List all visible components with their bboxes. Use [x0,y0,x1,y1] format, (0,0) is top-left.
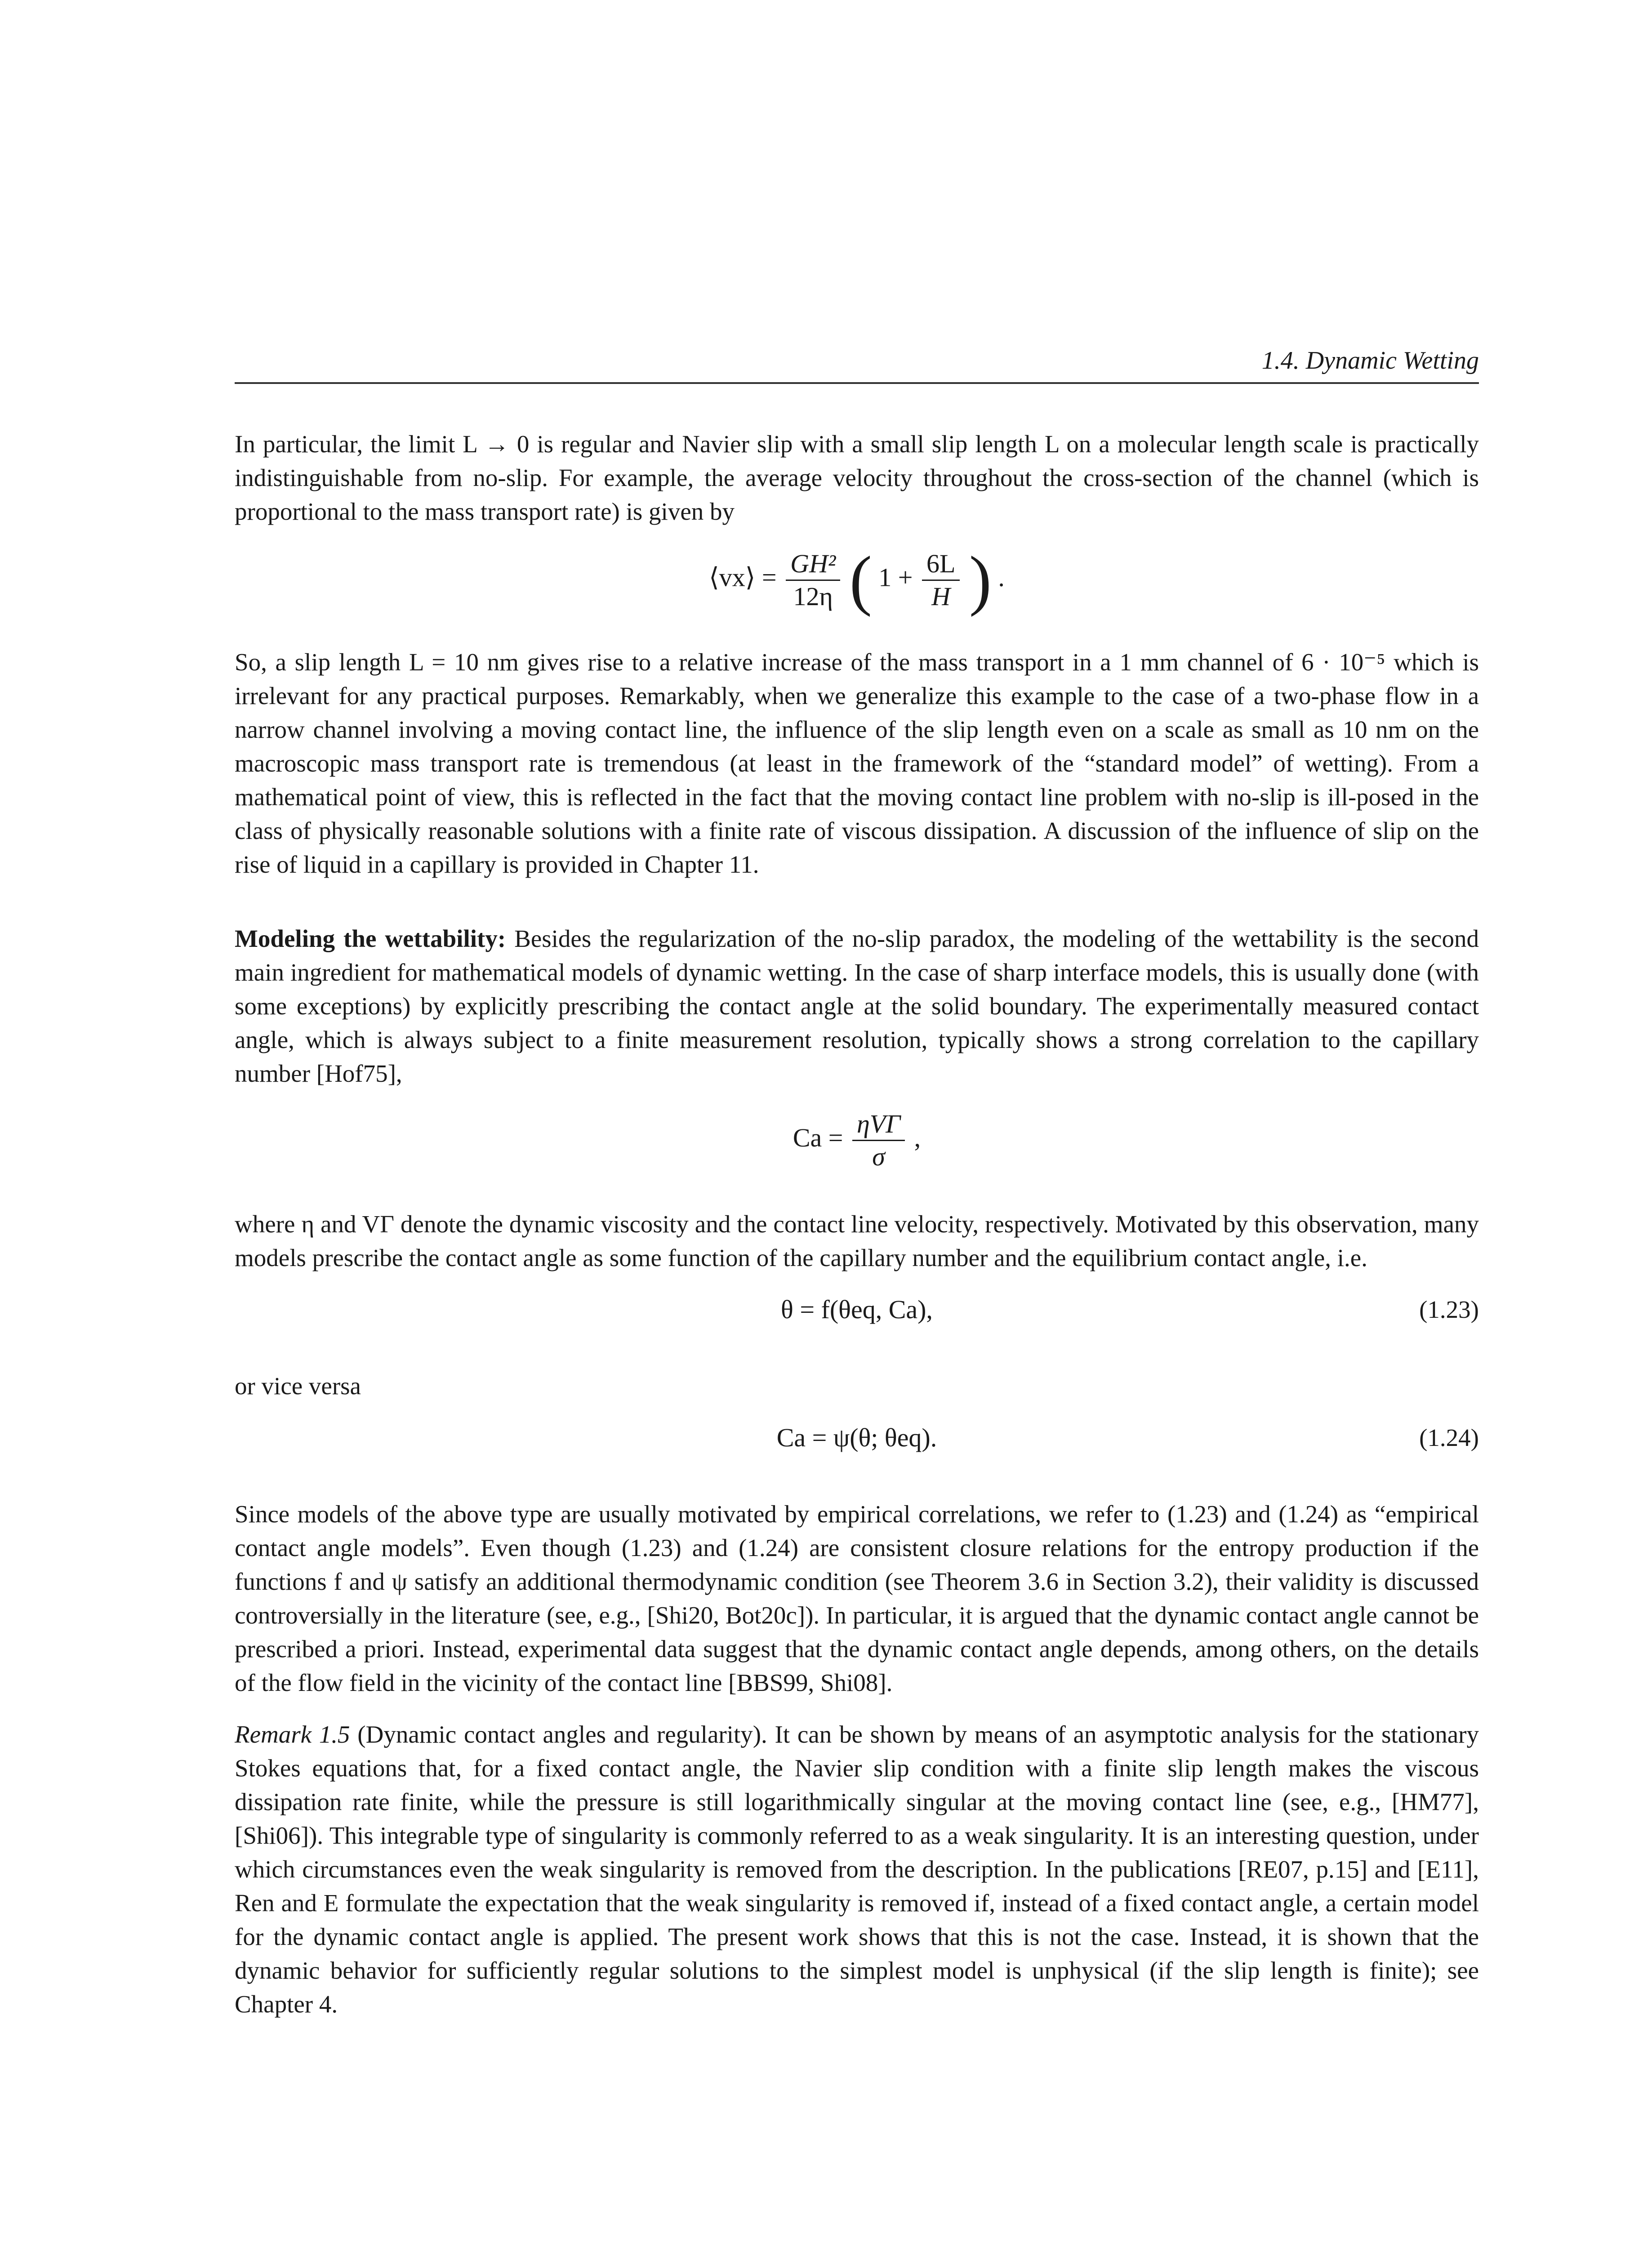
eq-velocity-inner: 1 + [878,562,913,592]
paragraph-viscosity: where η and VΓ denote the dynamic viscosity and the contact line velocity, respectively. Motivated by this observation, many models prescribe the contact angle as some function of the capillary number and the equilibrium contact angle, i.e. [235,1210,1479,1271]
eq-velocity-tail: . [998,562,1005,592]
eq-123-body: θ = f(θeq, Ca), [781,1295,933,1324]
paragraph-heading: Modeling the wettability: [235,925,506,952]
page-body [235,427,1479,2021]
paragraph-slip-limit: In particular, the limit L → 0 is regular and Navier slip with a small slip length L on a molecular length scale is practically indistinguishable from no-slip. For example, the average velocity throughout the cross-section of the channel (which is proportional to the mass transport rate) is given by [235,430,1479,525]
running-header: 1.4. Dynamic Wetting [1261,347,1479,375]
paragraph-empirical-models: Since models of the above type are usually motivated by empirical correlations, we refer to (1.23) and (1.24) as “empirical contact angle models”. Even though (1.23) and (1.24) are consistent closure relations for the entropy production if the functions f and ψ satisfy an additional thermodynamic condition (see Theorem 3.6 in Section 3.2), their validity is discussed controversially in the literature (see, e.g., [Shi20, Bot20c]). In particular, it is argued that the dynamic contact angle cannot be prescribed a priori. Instead, experimental data suggest that the dynamic contact angle depends, among others, on the details of the flow field in the vicinity of the contact line [BBS99, Shi08]. [235,1500,1479,1696]
eq-velocity-inner-fraction [922,548,960,612]
remark-title: (Dynamic contact angles and regularity). [357,1721,767,1748]
remark-text: It can be shown by means of an asymptotic analysis for the stationary Stokes equations that, for a fixed contact angle, the Navier slip condition with a finite slip length makes the viscous dissipation rate finite, while the pressure is still logarithmically singular at the moving contact line (see, e.g., [HM77], [Shi06]). This integrable type of singularity is commonly referred to as a weak singularity. It is an interesting question, under which circumstances even the weak singularity is removed from the description. In the publications [RE07, p.15] and [E11], Ren and E formulate the expectation that the weak singularity is removed if, instead of a fixed contact angle, a certain model for the dynamic contact angle is applied. The present work shows that this is not the case. Instead, it is shown that the dynamic behavior for sufficiently regular solutions to the simplest model is unphysical (if the slip length is finite); see Chapter 4. [235,1721,1479,2018]
eq-ca-denominator: σ [872,1142,885,1171]
equation-1-23 [235,1293,1479,1347]
equation-average-velocity [235,543,1479,623]
eq-124-body: Ca = ψ(θ; θeq). [776,1423,937,1452]
paragraph-slip-length: So, a slip length L = 10 nm gives rise to a relative increase of the mass transport in a 1 mm channel of 6 · 10⁻⁵ which is irrelevant for any practical purposes. Remarkably, when we generalize this example to the case of a two-phase flow in a narrow channel involving a moving contact line, the influence of the slip length even on a scale as small as 10 nm on the macroscopic mass transport rate is tremendous (at least in the framework of the “standard model” of wetting). From a mathematical point of view, this is reflected in the fact that the moving contact line problem with no-slip is ill-posed in the class of physically reasonable solutions with a finite rate of viscous dissipation. A discussion of the influence of slip on the rise of liquid in a capillary is provided in Chapter 11. [235,648,1479,878]
eq-velocity-lhs: ⟨vx⟩ = [709,562,777,592]
eq-ca-lhs: Ca = [793,1123,843,1152]
eq-ca-tail: , [914,1123,921,1152]
eq-velocity-fraction [786,548,840,612]
eq-velocity-inner-numerator: 6L [922,548,960,581]
eq-ca-fraction [852,1108,905,1173]
left-paren: ( [849,543,872,617]
right-paren: ) [969,543,992,617]
paragraph-modeling-text: Besides the regularization of the no-slip paradox, the modeling of the wettability is the second main ingredient for mathematical models of dynamic wetting. In the case of sharp interface models, this is usually done (with some exceptions) by explicitly prescribing the contact angle at the solid boundary. The experimentally measured contact angle, which is always subject to a finite measurement resolution, typically shows a strong correlation to the capillary number [Hof75], [235,925,1479,1087]
eq-ca-numerator: ηVΓ [852,1108,905,1141]
header-rule [235,382,1479,384]
paragraph-vice-versa: or vice versa [235,1372,361,1400]
eq-velocity-numerator: GH² [786,548,840,581]
eq-124-number: (1.24) [1419,1424,1479,1451]
equation-capillary-number [235,1108,1479,1185]
eq-123-number: (1.23) [1419,1296,1479,1323]
eq-velocity-denominator: 12η [793,581,833,611]
remark-1-5 [235,1717,1479,2021]
eq-velocity-inner-denominator: H [931,581,951,611]
paragraph-modeling-wettability [235,922,1479,1090]
equation-1-24 [235,1421,1479,1475]
remark-label: Remark 1.5 [235,1721,350,1748]
